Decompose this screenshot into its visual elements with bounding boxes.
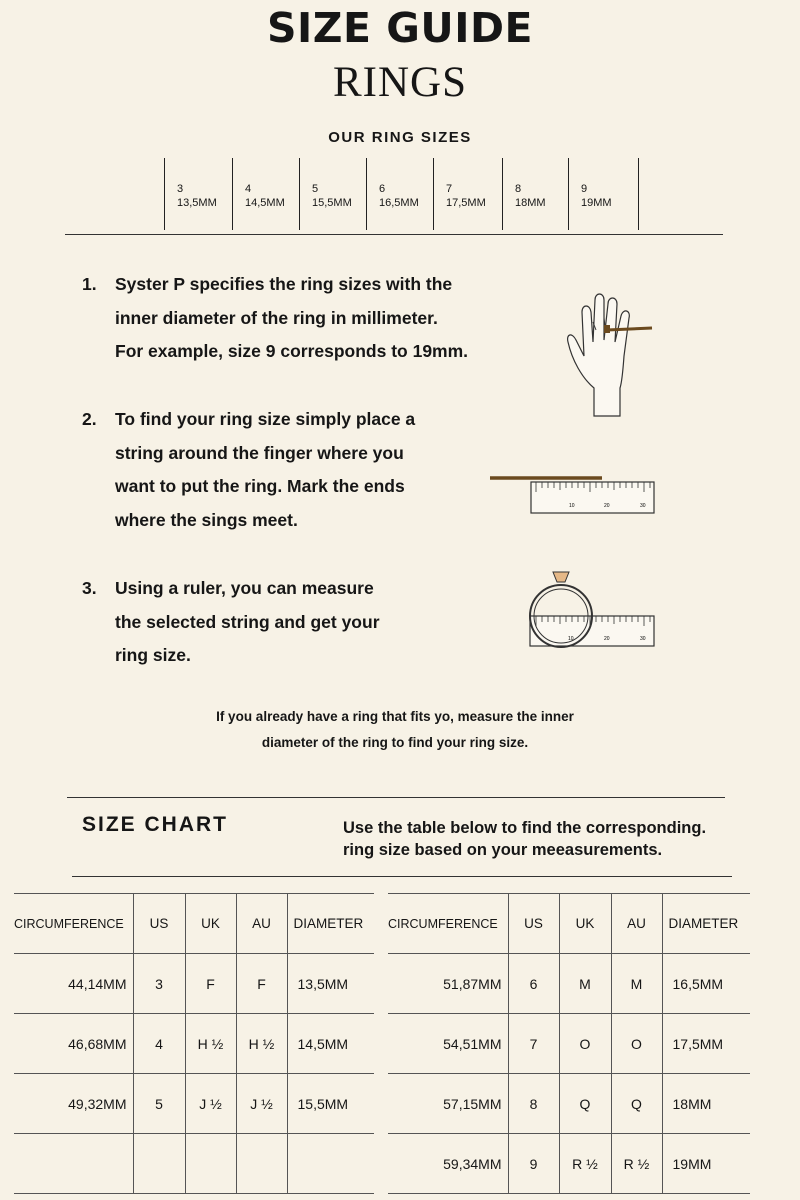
table-cell: O — [611, 1014, 662, 1074]
table-cell: 5 — [133, 1074, 185, 1134]
table-cell: Q — [611, 1074, 662, 1134]
table-cell: J ½ — [236, 1074, 287, 1134]
description-line: ring size based on your meeasurements. — [343, 841, 663, 859]
table-cell: 57,15MM — [443, 1095, 502, 1112]
ring-size-mm: 15,5MM — [312, 197, 352, 209]
table-cell: 7 — [508, 1014, 559, 1074]
note-line: If you already have a ring that fits yo, measure the inner — [216, 709, 574, 724]
ring-size-mm: 16,5MM — [379, 197, 419, 209]
ring-on-ruler-illustration — [525, 562, 665, 652]
step-line: where the sings meet. — [115, 509, 298, 530]
ring-size-cell — [434, 158, 503, 230]
table-cell: 15,5MM — [287, 1074, 374, 1134]
note-line: diameter of the ring to find your ring size. — [261, 735, 529, 750]
table-cell: H ½ — [185, 1014, 236, 1074]
table-row — [388, 1134, 750, 1194]
table-cell: 51,87MM — [443, 975, 502, 992]
table-cell — [287, 1134, 374, 1194]
table-cell — [133, 1134, 185, 1194]
ring-sizes-heading: OUR RING SIZES — [328, 129, 472, 146]
table-row — [388, 1014, 750, 1074]
step-line: Syster P specifies the ring sizes with the — [115, 274, 453, 294]
table-cell: 16,5MM — [662, 954, 750, 1014]
table-cell: F — [236, 954, 287, 1014]
table-cell: 6 — [508, 954, 559, 1014]
table-row — [388, 1074, 750, 1134]
table-header-row — [14, 894, 374, 954]
ruler-label: 10 — [568, 636, 574, 642]
table-row — [14, 1014, 374, 1074]
table-cell: J ½ — [185, 1074, 236, 1134]
column-header: DIAMETER — [287, 894, 374, 954]
size-chart-description — [343, 817, 763, 861]
table-cell: 14,5MM — [287, 1014, 374, 1074]
column-header: AU — [611, 894, 662, 954]
column-header: US — [508, 894, 559, 954]
table-cell: 3 — [133, 954, 185, 1014]
ring-size-cell — [233, 158, 300, 230]
step-number: 2. — [82, 409, 97, 429]
table-cell: F — [185, 954, 236, 1014]
ruler-label: 20 — [604, 503, 610, 509]
step-line: string around the finger where you — [115, 442, 404, 463]
ring-size-number: 4 — [245, 183, 252, 195]
step-line: For example, size 9 corresponds to 19mm. — [115, 341, 469, 361]
measurement-note — [150, 704, 640, 756]
table-cell: M — [611, 954, 662, 1014]
ring-size-number: 7 — [446, 183, 453, 195]
table-cell: 17,5MM — [662, 1014, 750, 1074]
table-cell — [185, 1134, 236, 1194]
ring-size-number: 8 — [515, 183, 522, 195]
ring-size-mm: 17,5MM — [446, 197, 486, 209]
table-cell — [14, 1134, 133, 1194]
column-header: CIRCUMFERENCE — [388, 916, 498, 931]
step-2 — [82, 403, 535, 537]
table-cell: R ½ — [611, 1134, 662, 1194]
table-cell: 9 — [508, 1134, 559, 1194]
table-cell: 54,51MM — [443, 1035, 502, 1052]
ring-size-number: 3 — [177, 183, 184, 195]
table-cell: R ½ — [559, 1134, 611, 1194]
ring-size-number: 5 — [312, 183, 319, 195]
table-cell: 19MM — [662, 1134, 750, 1194]
divider — [67, 797, 725, 798]
ruler-label: 10 — [569, 503, 575, 509]
ruler-label: 20 — [604, 636, 610, 642]
ring-sizes-strip — [164, 158, 639, 230]
ring-size-number: 6 — [379, 183, 386, 195]
page-title: SIZE GUIDE — [266, 4, 534, 52]
ring-size-cell — [569, 158, 639, 230]
ring-size-cell — [165, 158, 233, 230]
table-row — [14, 1074, 374, 1134]
ring-size-cell — [300, 158, 367, 230]
table-cell: O — [559, 1014, 611, 1074]
table-cell: 46,68MM — [68, 1035, 127, 1052]
hand-with-ring-illustration — [560, 290, 660, 420]
step-line: the selected string and get your — [115, 611, 380, 632]
ring-size-mm: 18MM — [515, 197, 546, 209]
column-header: AU — [236, 894, 287, 954]
ring-size-number: 9 — [581, 183, 588, 195]
divider — [65, 234, 723, 235]
table-row — [388, 954, 750, 1014]
string-and-ruler-illustration — [490, 474, 660, 518]
step-line: inner diameter of the ring in millimeter. — [115, 307, 438, 328]
ring-size-mm: 14,5MM — [245, 197, 285, 209]
column-header: UK — [559, 894, 611, 954]
table-cell: 59,34MM — [443, 1155, 502, 1172]
ring-size-mm: 19MM — [581, 197, 612, 209]
table-cell: 49,32MM — [68, 1095, 127, 1112]
table-cell: 13,5MM — [287, 954, 374, 1014]
table-cell: 4 — [133, 1014, 185, 1074]
size-chart-title: SIZE CHART — [82, 813, 228, 836]
step-3 — [82, 572, 535, 673]
step-line: Using a ruler, you can measure — [115, 578, 374, 598]
table-cell — [236, 1134, 287, 1194]
size-chart-table-right — [388, 893, 750, 1194]
table-cell: 8 — [508, 1074, 559, 1134]
table-row — [14, 954, 374, 1014]
ruler-label: 30 — [640, 636, 646, 642]
column-header: DIAMETER — [662, 894, 750, 954]
table-cell: Q — [559, 1074, 611, 1134]
step-number: 1. — [82, 274, 97, 294]
step-line: ring size. — [115, 645, 191, 665]
step-1 — [82, 268, 535, 369]
ring-size-cell — [503, 158, 569, 230]
column-header: CIRCUMFERENCE — [14, 916, 124, 931]
table-cell: 44,14MM — [68, 975, 127, 992]
size-chart-table-left — [14, 893, 374, 1194]
step-line: To find your ring size simply place a — [115, 409, 416, 429]
column-header: US — [133, 894, 185, 954]
step-line: want to put the ring. Mark the ends — [115, 476, 405, 496]
step-number: 3. — [82, 578, 97, 598]
divider — [72, 876, 732, 877]
page-subtitle: RINGS — [332, 59, 468, 106]
table-cell: H ½ — [236, 1014, 287, 1074]
table-cell: M — [559, 954, 611, 1014]
ring-size-mm: 13,5MM — [177, 197, 217, 209]
ring-size-cell — [367, 158, 434, 230]
column-header: UK — [185, 894, 236, 954]
table-cell: 18MM — [662, 1074, 750, 1134]
ruler-label: 30 — [640, 503, 646, 509]
table-row — [14, 1134, 374, 1194]
description-line: Use the table below to find the corresponding. — [343, 819, 707, 837]
table-header-row — [388, 894, 750, 954]
